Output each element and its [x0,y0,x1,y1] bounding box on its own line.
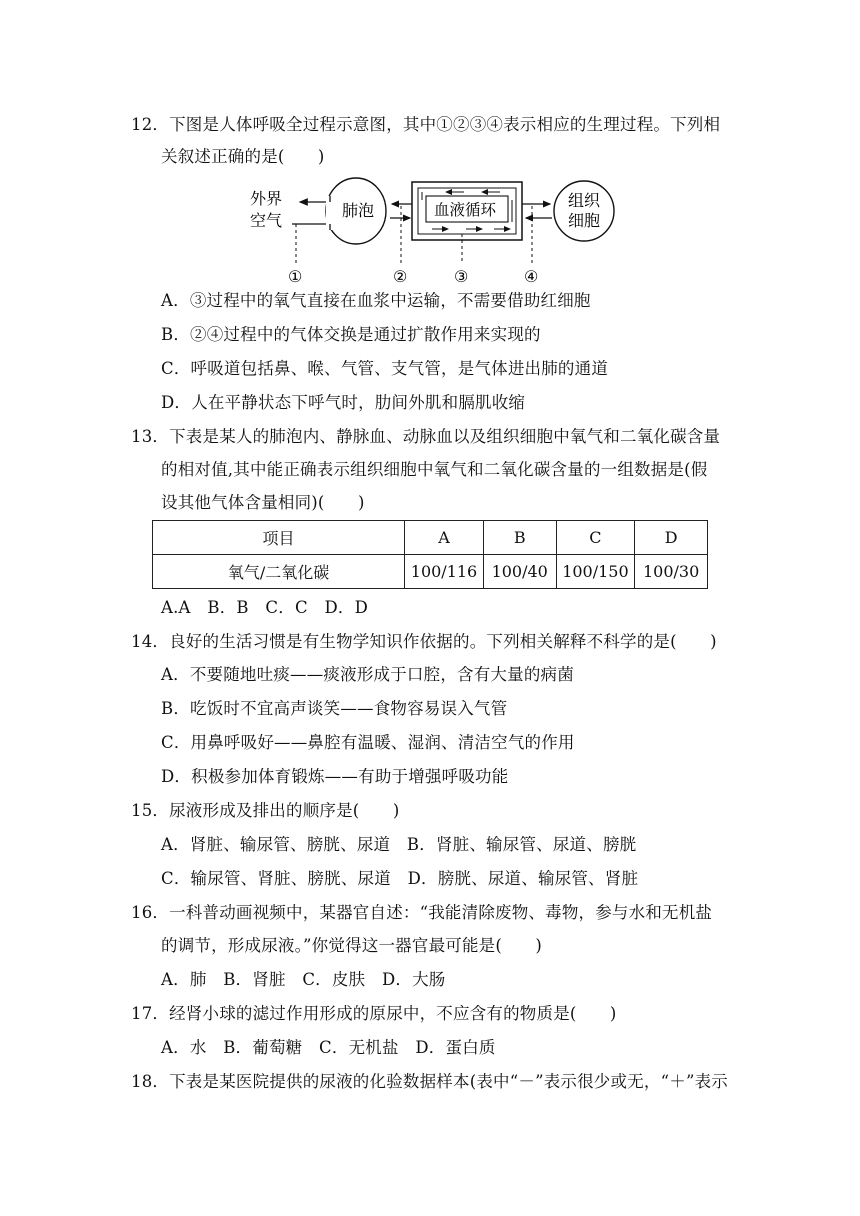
table-header-d: D [635,521,708,555]
q16-stem-line1: 16．一科普动画视频中，某器官自述：“我能清除废物、毒物，参与水和无机盐 [131,903,713,922]
q13-stem-line2: 的相对值,其中能正确表示组织细胞中氧气和二氧化碳含量的一组数据是(假 [161,460,708,479]
q13-stem-line3: 设其他气体含量相同)( ) [161,493,365,512]
tissue-cell-label-1: 组织 [568,191,601,210]
q14-option-d: D．积极参加体育锻炼——有助于增强呼吸功能 [161,767,509,786]
q14-stem: 14．良好的生活习惯是有生物学知识作依据的。下列相关解释不科学的是( ) [131,632,717,651]
q17-stem: 17．经肾小球的滤过作用形成的原尿中，不应含有的物质是( ) [131,1004,617,1023]
table-cell-label: 氧气/二氧化碳 [153,555,405,589]
q12-option-a: A．③过程中的氧气直接在血浆中运输，不需要借助红细胞 [161,291,591,310]
q16-stem-line2: 的调节，形成尿液。”你觉得这一器官最可能是( ) [161,936,543,955]
q12-option-d: D．人在平静状态下呼气时，肋间外肌和膈肌收缩 [161,393,526,412]
marker-2: ② [393,267,408,286]
table-header-a: A [405,521,484,555]
table-header-b: B [483,521,556,555]
marker-3: ③ [454,267,469,286]
q13-table [152,520,708,589]
q17-options: A．水 B．葡萄糖 C．无机盐 D．蛋白质 [161,1038,496,1057]
q12-option-c: C．呼吸道包括鼻、喉、气管、支气管，是气体进出肺的通道 [161,359,609,378]
table-row [153,555,708,589]
table-cell-a: 100/116 [405,555,484,589]
q14-option-a: A．不要随地吐痰——痰液形成于口腔，含有大量的病菌 [161,665,574,684]
respiration-diagram [240,172,620,288]
q15-options-line1: A．肾脏、输尿管、膀胱、尿道 B．肾脏、输尿管、尿道、膀胱 [161,835,637,854]
q13-stem-line1: 13．下表是某人的肺泡内、静脉血、动脉血以及组织细胞中氧气和二氧化碳含量 [131,427,721,446]
table-header-c: C [556,521,635,555]
table-header-item: 项目 [153,521,405,555]
outside-air-label-2: 空气 [250,211,283,230]
q12-stem-line1: 12．下图是人体呼吸全过程示意图，其中①②③④表示相应的生理过程。下列相 [131,115,721,134]
marker-4: ④ [524,267,539,286]
table-row [153,521,708,555]
tissue-cell-label-2: 细胞 [568,211,601,230]
q13-options: A.A B．B C．C D．D [161,598,369,617]
q12-option-b: B．②④过程中的气体交换是通过扩散作用来实现的 [161,325,541,344]
q14-option-b: B．吃饭时不宜高声谈笑——食物容易误入气管 [161,699,508,718]
q15-options-line2: C．输尿管、肾脏、膀胱、尿道 D．膀胱、尿道、输尿管、肾脏 [161,869,639,888]
table-cell-c: 100/150 [556,555,635,589]
table-cell-d: 100/30 [635,555,708,589]
alveoli-label: 肺泡 [342,201,375,220]
q15-stem: 15．尿液形成及排出的顺序是( ) [131,801,400,820]
q12-stem-line2: 关叙述正确的是( ) [161,147,325,166]
table-cell-b: 100/40 [483,555,556,589]
marker-1: ① [288,267,303,286]
q18-stem: 18．下表是某医院提供的尿液的化验数据样本(表中“－”表示很少或无，“＋”表示 [131,1072,728,1091]
blood-circulation-label: 血液循环 [434,201,497,219]
outside-air-label-1: 外界 [250,189,283,208]
q14-option-c: C．用鼻呼吸好——鼻腔有温暖、湿润、清洁空气的作用 [161,733,575,752]
q16-options: A．肺 B．肾脏 C．皮肤 D．大肠 [161,970,446,989]
